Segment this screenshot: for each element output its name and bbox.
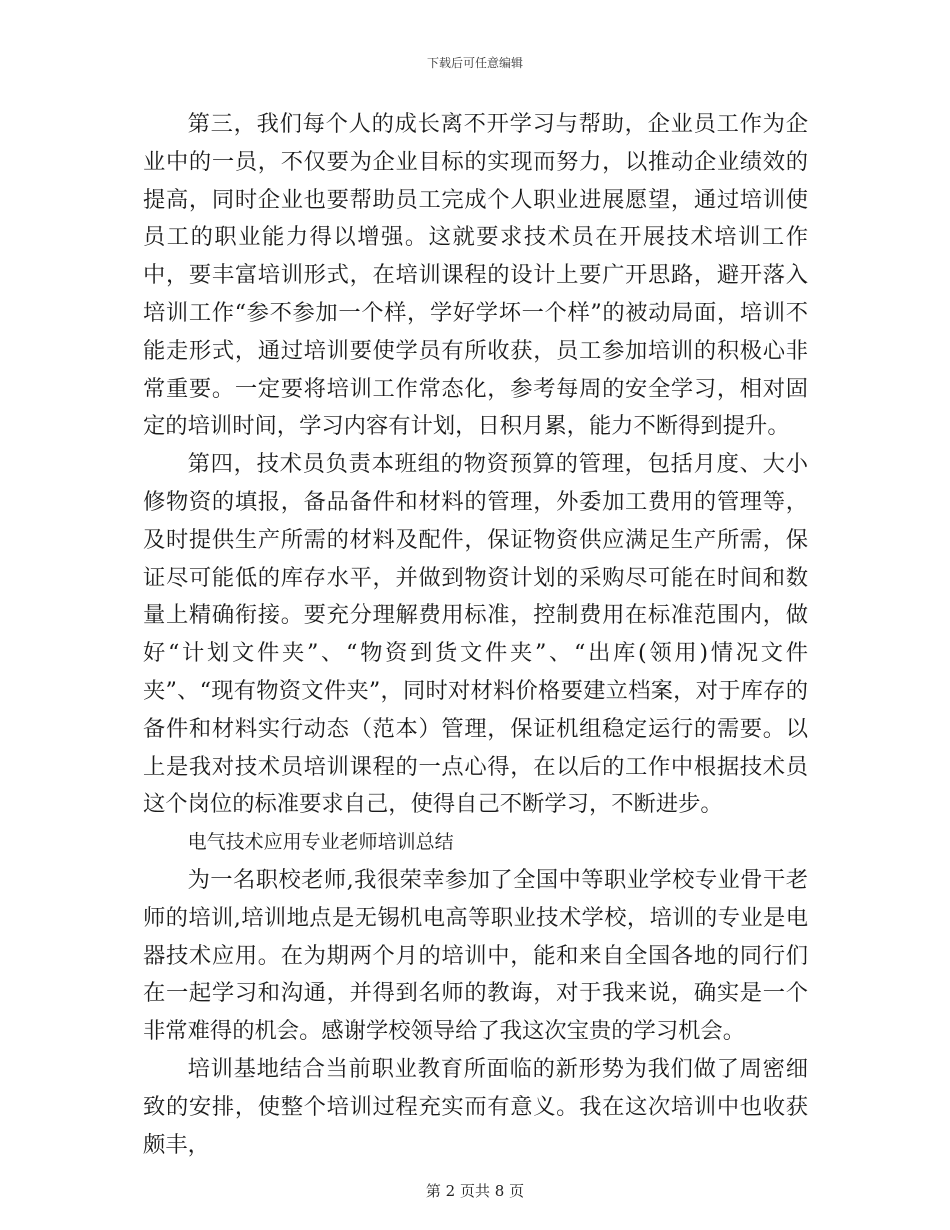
paragraph-third-point: 第三，我们每个人的成长离不开学习与帮助，企业员工作为企业中的一员，不仅要为企业目标的实现而努力，以推动企业绩效的提高，同时企业也要帮助员工完成个人职业进展愿望，通过培训使员工的职业能力得以增强。这就要求技术员在开展技术培训工作中，要丰富培训形式，在培训课程的设计上要广开思路，避开落入培训工作“参不参加一个样，学好学坏一个样”的被动局面，培训不能走形式，通过培训要使学员有所收获，员工参加培训的积极心非常重要。一定要将培训工作常态化，参考每周的安全学习，相对固定的培训时间，学习内容有计划，日积月累，能力不断得到提升。 xyxy=(143,111,808,440)
page-number: 第 2 页共 8 页 xyxy=(425,1182,525,1200)
paragraph-intro: 为一名职校老师,我很荣幸参加了全国中等职业学校专业骨干老师的培训,培训地点是无锡机电高等职业技术学校，培训的专业是电器技术应用。在为期两个月的培训中，能和来自全国各地的同行们在一起学习和沟通，并得到名师的教诲，对于我来说，确实是一个非常难得的机会。感谢学校领导给了我这次宝贵的学习机会。 xyxy=(143,866,808,1045)
paragraph-training-base: 培训基地结合当前职业教育所面临的新形势为我们做了周密细致的安排，使整个培训过程充实而有意义。我在这次培训中也收获颇丰， xyxy=(143,1055,808,1158)
paragraph-fourth-point: 第四，技术员负责本班组的物资预算的管理，包括月度、大小修物资的填报，备品备件和材料的管理，外委加工费用的管理等，及时提供生产所需的材料及配件，保证物资供应满足生产所需，保证尽可能低的库存水平，并做到物资计划的采购尽可能在时间和数量上精确衔接。要充分理解费用标准，控制费用在标准范围内，做好“计划文件夹”、“物资到货文件夹”、“出库(领用)情况文件夹”、“现有物资文件夹”，同时对材料价格要建立档案，对于库存的备件和材料实行动态（范本）管理，保证机组稳定运行的需要。以上是我对技术员培训课程的一点心得，在以后的工作中根据技术员这个岗位的标准要求自己，使得自己不断学习，不断进步。 xyxy=(143,451,808,818)
document-body xyxy=(143,106,808,1164)
section-title: 电气技术应用专业老师培训总结 xyxy=(187,831,454,854)
page-header: 下载后可任意编辑 xyxy=(426,56,523,70)
